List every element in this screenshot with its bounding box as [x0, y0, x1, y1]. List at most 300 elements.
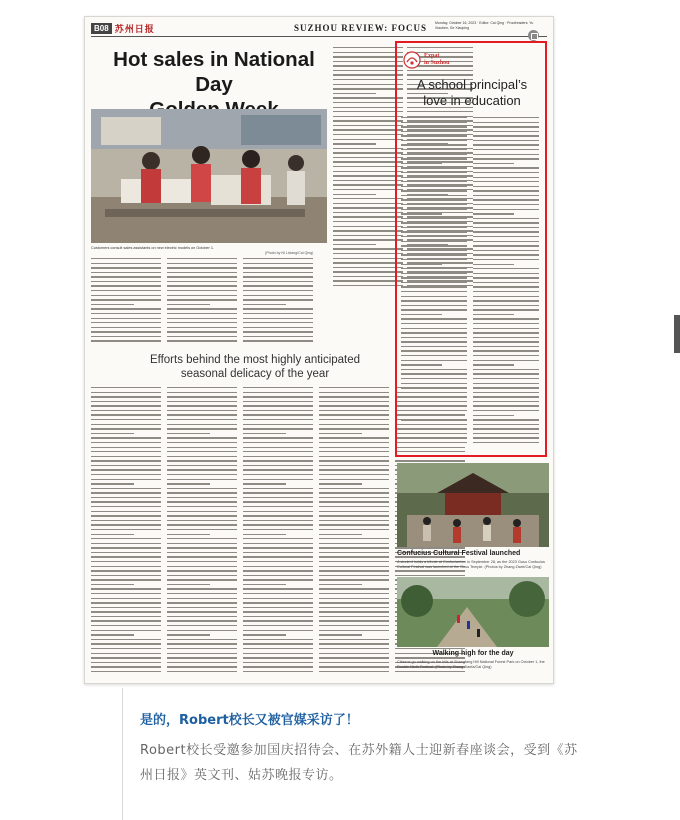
text-line — [243, 322, 313, 323]
text-line — [473, 410, 539, 411]
text-line — [167, 258, 237, 259]
text-line — [243, 666, 313, 667]
text-line — [319, 469, 389, 470]
text-line — [243, 424, 313, 425]
camera-icon[interactable] — [528, 30, 539, 41]
text-line — [319, 598, 389, 599]
text-line — [91, 662, 161, 663]
text-line — [333, 116, 403, 117]
text-line — [243, 428, 313, 429]
text-line — [319, 643, 389, 644]
text-line — [243, 616, 313, 617]
text-line — [91, 501, 161, 502]
text-line — [243, 267, 313, 268]
text-line — [333, 88, 403, 89]
text-line — [333, 244, 376, 245]
text-line — [333, 70, 403, 71]
text-line — [401, 250, 467, 251]
text-line — [319, 625, 389, 626]
text-line — [167, 666, 237, 667]
text-line — [333, 248, 403, 249]
text-line — [473, 172, 539, 173]
text-line — [243, 405, 313, 406]
text-line — [91, 419, 161, 420]
text-line — [319, 424, 389, 425]
text-line — [319, 451, 389, 452]
text-line — [473, 227, 539, 228]
text-line — [401, 149, 467, 150]
text-line — [395, 460, 465, 461]
text-line — [319, 570, 389, 571]
text-line — [333, 226, 403, 227]
text-line — [243, 543, 313, 544]
text-line — [319, 396, 389, 397]
text-line — [473, 131, 539, 132]
text-line — [333, 280, 403, 281]
text-line — [401, 172, 467, 173]
text-line — [333, 61, 403, 62]
text-line — [401, 305, 467, 306]
text-line — [401, 154, 467, 155]
expat-article-title — [401, 77, 543, 109]
text-line — [473, 360, 539, 361]
walking-subcaption: Citizens go walking on the hills at Shangfang Hill National Forest Park on October 1, the Double Ninth Festival. (Photo by Zhang Jianfa/Cai Qing) — [397, 660, 545, 669]
text-line — [319, 515, 389, 516]
text-line — [401, 378, 467, 379]
text-line — [473, 346, 539, 347]
text-line — [401, 286, 467, 287]
text-line — [167, 281, 237, 282]
text-line — [91, 428, 161, 429]
text-line — [473, 318, 539, 319]
text-line — [473, 277, 539, 278]
text-line — [91, 456, 161, 457]
section-title: SUZHOU REVIEW: FOCUS — [293, 23, 427, 33]
text-line — [473, 117, 539, 118]
text-line — [91, 433, 134, 434]
main-photo-credit: (Photo by Ni Lixiang/Cai Qing) — [265, 251, 314, 255]
text-line — [333, 262, 403, 263]
text-line — [167, 520, 237, 521]
text-line — [91, 488, 161, 489]
text-line — [333, 52, 403, 53]
text-line — [243, 272, 313, 273]
text-line — [401, 181, 467, 182]
text-line — [319, 488, 389, 489]
text-line — [91, 616, 161, 617]
text-line — [401, 131, 467, 132]
text-line — [91, 304, 134, 305]
text-line — [167, 263, 237, 264]
text-line — [319, 529, 389, 530]
text-line — [91, 506, 161, 507]
text-line — [167, 648, 237, 649]
text-line — [319, 414, 389, 415]
text-line — [473, 231, 539, 232]
text-line — [319, 492, 389, 493]
text-line — [167, 299, 237, 300]
confucius-photo — [397, 463, 549, 547]
text-line — [91, 666, 161, 667]
text-line — [401, 360, 467, 361]
text-line — [243, 387, 313, 388]
text-line — [167, 272, 237, 273]
text-line — [167, 340, 237, 341]
text-line — [401, 190, 467, 191]
text-line — [243, 336, 313, 337]
text-line — [91, 276, 161, 277]
article-column-4 — [333, 47, 403, 295]
text-line — [401, 144, 467, 145]
text-line — [319, 547, 389, 548]
text-line — [333, 148, 403, 149]
text-line — [91, 263, 161, 264]
confucius-caption: Confucius Cultural Festival launched — [397, 550, 521, 557]
text-line — [401, 396, 467, 397]
confucius-subcaption: A student holds a tribute at Confucianism in September 28, as the 2023 Gusu Confucius Cultural Festival was launched at the Gusu Temple. (Photos by Zhang Ziwei/Cai Qing) — [397, 560, 545, 569]
text-line — [167, 524, 237, 525]
text-line — [401, 218, 467, 219]
text-line — [401, 309, 467, 310]
text-line — [473, 264, 514, 265]
text-line — [167, 308, 237, 309]
text-line — [473, 424, 539, 425]
text-line — [319, 566, 389, 567]
text-line — [243, 630, 313, 631]
text-line — [91, 322, 161, 323]
text-line — [167, 456, 237, 457]
article-column-6 — [91, 387, 161, 677]
text-line — [473, 396, 539, 397]
text-line — [333, 129, 403, 130]
text-line — [473, 222, 539, 223]
text-line — [243, 451, 313, 452]
text-line — [401, 383, 467, 384]
text-line — [243, 456, 313, 457]
text-line — [243, 570, 313, 571]
text-line — [401, 392, 467, 393]
text-line — [319, 657, 389, 658]
text-line — [473, 144, 539, 145]
text-line — [473, 236, 539, 237]
text-line — [401, 268, 467, 269]
text-line — [319, 442, 389, 443]
text-line — [473, 199, 539, 200]
text-line — [167, 556, 237, 557]
text-line — [333, 230, 403, 231]
text-line — [91, 547, 161, 548]
text-line — [167, 424, 237, 425]
text-line — [401, 282, 467, 283]
text-line — [319, 483, 362, 484]
text-line — [395, 671, 465, 672]
text-line — [91, 492, 161, 493]
text-line — [401, 117, 467, 118]
text-line — [91, 396, 161, 397]
text-line — [473, 213, 514, 214]
text-line — [473, 355, 539, 356]
text-line — [91, 588, 161, 589]
text-line — [401, 300, 467, 301]
text-line — [473, 328, 539, 329]
text-line — [91, 648, 161, 649]
side-scroll-tab[interactable] — [674, 315, 680, 353]
text-line — [401, 204, 467, 205]
text-line — [473, 190, 539, 191]
text-line — [91, 625, 161, 626]
text-line — [243, 506, 313, 507]
text-line — [473, 300, 539, 301]
text-line — [401, 296, 467, 297]
text-line — [401, 369, 467, 370]
text-line — [401, 209, 467, 210]
text-line — [333, 93, 376, 94]
text-line — [243, 340, 313, 341]
text-line — [167, 620, 237, 621]
text-line — [401, 259, 467, 260]
walking-caption: Walking high for the day — [432, 650, 514, 657]
text-line — [91, 575, 161, 576]
text-line — [319, 474, 389, 475]
masthead-rule — [91, 36, 547, 37]
text-line — [473, 341, 539, 342]
text-line — [91, 401, 161, 402]
text-line — [167, 419, 237, 420]
text-line — [167, 570, 237, 571]
text-line — [401, 410, 467, 411]
text-line — [473, 167, 539, 168]
text-line — [91, 639, 161, 640]
article-column-3 — [243, 258, 313, 348]
text-line — [243, 290, 313, 291]
article-column-8 — [243, 387, 313, 677]
text-line — [91, 336, 161, 337]
text-line — [473, 387, 539, 388]
text-line — [167, 515, 237, 516]
text-line — [473, 209, 539, 210]
text-line — [167, 437, 237, 438]
text-line — [333, 285, 403, 286]
text-line — [401, 364, 442, 365]
text-line — [473, 245, 539, 246]
subhead-line-1: Efforts behind the most highly anticipated — [149, 354, 361, 366]
text-line — [91, 479, 161, 480]
text-line — [91, 313, 161, 314]
text-line — [167, 410, 237, 411]
text-line — [91, 392, 161, 393]
text-line — [473, 122, 539, 123]
text-line — [473, 401, 539, 402]
text-line — [333, 107, 403, 108]
text-line — [401, 355, 467, 356]
text-line — [333, 152, 403, 153]
text-line — [319, 593, 389, 594]
text-line — [319, 538, 389, 539]
text-line — [91, 295, 161, 296]
text-line — [243, 566, 313, 567]
text-line — [243, 625, 313, 626]
text-line — [243, 419, 313, 420]
text-line — [395, 547, 465, 548]
text-line — [91, 290, 161, 291]
text-line — [91, 620, 161, 621]
text-line — [319, 392, 389, 393]
text-line — [91, 497, 161, 498]
text-line — [319, 465, 389, 466]
text-line — [91, 524, 161, 525]
page-number: B08 — [91, 23, 112, 34]
text-line — [319, 602, 389, 603]
text-line — [167, 630, 237, 631]
text-line — [91, 285, 161, 286]
text-line — [401, 373, 467, 374]
text-line — [243, 524, 313, 525]
text-line — [401, 195, 467, 196]
text-line — [319, 620, 389, 621]
text-line — [243, 575, 313, 576]
text-line — [167, 469, 237, 470]
text-line — [167, 295, 237, 296]
text-line — [91, 529, 161, 530]
text-line — [91, 653, 161, 654]
text-line — [167, 566, 237, 567]
post-title: 是的，Robert校长又被官媒采访了！ — [140, 713, 359, 728]
text-line — [401, 328, 467, 329]
text-line — [167, 534, 210, 535]
text-line — [473, 177, 539, 178]
text-line — [401, 227, 467, 228]
text-line — [401, 323, 467, 324]
text-line — [167, 318, 237, 319]
text-line — [91, 460, 161, 461]
text-line — [333, 216, 403, 217]
text-line — [167, 611, 237, 612]
text-line — [167, 479, 237, 480]
article-column-1 — [91, 258, 161, 348]
text-line — [91, 410, 161, 411]
text-line — [333, 102, 403, 103]
text-line — [401, 222, 467, 223]
main-photo — [91, 109, 327, 243]
text-line — [91, 520, 161, 521]
text-line — [167, 387, 237, 388]
text-line — [401, 163, 442, 164]
text-line — [243, 662, 313, 663]
text-line — [473, 250, 539, 251]
text-line — [319, 456, 389, 457]
text-line — [243, 501, 313, 502]
text-line — [243, 479, 313, 480]
text-line — [333, 207, 403, 208]
text-line — [319, 575, 389, 576]
text-line — [401, 424, 467, 425]
text-line — [401, 199, 467, 200]
text-line — [319, 447, 389, 448]
text-line — [167, 396, 237, 397]
text-line — [473, 181, 539, 182]
text-line — [333, 194, 376, 195]
text-line — [91, 437, 161, 438]
text-line — [167, 501, 237, 502]
text-line — [319, 579, 389, 580]
text-line — [319, 648, 389, 649]
text-line — [333, 111, 403, 112]
text-line — [473, 291, 539, 292]
text-line — [473, 195, 539, 196]
text-line — [91, 643, 161, 644]
text-line — [319, 671, 389, 672]
expat-article-column-2 — [473, 117, 539, 451]
text-line — [319, 561, 389, 562]
text-line — [167, 616, 237, 617]
text-line — [243, 295, 313, 296]
text-line — [473, 268, 539, 269]
text-line — [167, 414, 237, 415]
text-line — [333, 161, 403, 162]
text-line — [401, 346, 467, 347]
text-line — [401, 186, 467, 187]
text-line — [243, 598, 313, 599]
text-line — [91, 584, 134, 585]
text-line — [243, 276, 313, 277]
text-line — [91, 515, 161, 516]
text-line — [319, 543, 389, 544]
text-line — [333, 239, 403, 240]
text-line — [243, 392, 313, 393]
text-line — [167, 607, 237, 608]
text-line — [243, 620, 313, 621]
text-line — [473, 405, 539, 406]
text-line — [91, 465, 161, 466]
text-line — [167, 327, 237, 328]
text-line — [473, 186, 539, 187]
text-line — [319, 419, 389, 420]
text-line — [319, 630, 389, 631]
text-line — [243, 552, 313, 553]
text-line — [473, 392, 539, 393]
text-line — [319, 616, 389, 617]
text-line — [91, 405, 161, 406]
text-line — [167, 543, 237, 544]
text-line — [473, 433, 539, 434]
text-line — [243, 643, 313, 644]
text-line — [401, 231, 467, 232]
text-line — [401, 442, 467, 443]
text-line — [167, 433, 210, 434]
text-line — [167, 401, 237, 402]
text-line — [91, 267, 161, 268]
text-line — [167, 547, 237, 548]
text-line — [333, 267, 403, 268]
text-line — [91, 579, 161, 580]
text-line — [91, 299, 161, 300]
text-line — [401, 254, 467, 255]
text-line — [333, 166, 403, 167]
text-line — [319, 556, 389, 557]
text-line — [91, 657, 161, 658]
text-line — [473, 332, 539, 333]
text-line — [473, 369, 539, 370]
text-line — [401, 158, 467, 159]
text-line — [319, 611, 389, 612]
text-line — [473, 337, 539, 338]
text-line — [91, 447, 161, 448]
text-line — [91, 566, 161, 567]
text-line — [333, 134, 403, 135]
text-line — [167, 593, 237, 594]
text-line — [243, 520, 313, 521]
confucius-festival-image — [397, 463, 549, 547]
